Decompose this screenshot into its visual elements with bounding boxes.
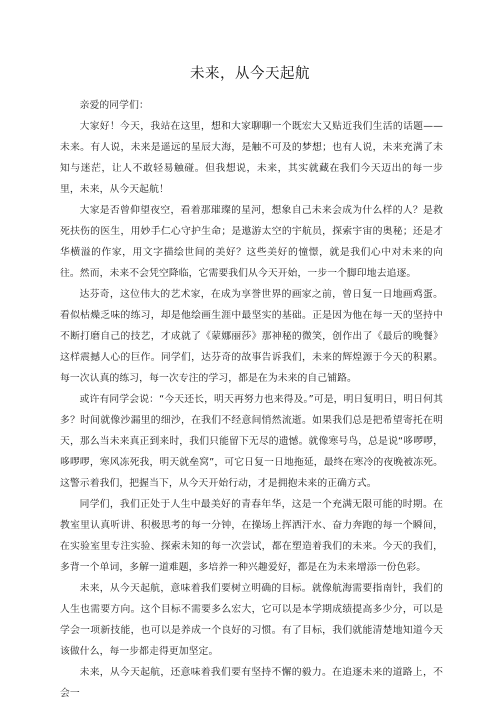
paragraph-2: 大家是否曾仰望夜空，看着那璀璨的星河，想象自己未来会成为什么样的人？是救死扶伤的医生，用妙手仁心守护生命；是遨游太空的宇航员，探索宇宙的奥秘；还是才华横溢的作家，用文字描绘世间的美好？这些美好的憧憬，就是我们心中对未来的向往。然而，未来不会凭空降临，它需要我们从今天开始，一步一个脚印地去追逐。 [60, 205, 443, 279]
paragraph-6: 未来，从今天起航，意味着我们要树立明确的目标。就像航海需要指南针，我们的人生也需要方向。这个目标不需要多么宏大，它可以是本学期成绩提高多少分，可以是学会一项新技能，也可以是养成一个良好的习惯。有了目标，我们就能清楚地知道今天该做什么，每一步都走得更加坚定。 [60, 583, 443, 657]
paragraph-7: 未来，从今天起航，还意味着我们要有坚持不懈的毅力。在追逐未来的道路上，不会一 [60, 667, 443, 699]
paragraph-3: 达芬奇，这位伟大的艺术家，在成为享誉世界的画家之前，曾日复一日地画鸡蛋。看似枯燥乏味的练习，却是他绘画生涯中最坚实的基础。正是因为他在每一天的坚持中不断打磨自己的技艺，才成就了《蒙娜丽莎》那神秘的微笑，创作出了《最后的晚餐》这样震撼人心的巨作。同学们，达芬奇的故事告诉我们，未来的辉煌源于今天的积累。每一次认真的练习，每一次专注的学习，都是在为未来的自己铺路。 [60, 289, 443, 384]
paragraph-5: 同学们，我们正处于人生中最美好的青春年华，这是一个充满无限可能的时期。在教室里认真听讲、积极思考的每一分钟，在操场上挥洒汗水、奋力奔跑的每一个瞬间，在实验室里专注实验、探索未知的每一次尝试，都在塑造着我们的未来。今天的我们，多背一个单词，多解一道难题，多培养一种兴趣爱好，都是在为未来增添一份色彩。 [60, 499, 443, 573]
document-title: 未来，从今天起航 [190, 66, 310, 82]
paragraph-4: 或许有同学会说：“今天还长，明天再努力也来得及。”可是，明日复明日，明日何其多？时间就像沙漏里的细沙，在我们不经意间悄然流逝。如果我们总是把希望寄托在明天，那么当未来真正到来时，我们只能留下无尽的遗憾。就像寒号鸟，总是说“哆啰啰，哆啰啰，寒风冻死我，明天就垒窝”，可它日复一日地拖延，最终在寒冷的夜晚被冻死。这警示着我们，把握当下，从今天开始行动，才是拥抱未来的正确方式。 [60, 394, 443, 489]
paragraph-1: 大家好！今天，我站在这里，想和大家聊聊一个既宏大又贴近我们生活的话题——未来。有人说，未来是遥远的星辰大海，是触不可及的梦想；也有人说，未来充满了未知与迷茫，让人不敢轻易触碰。但我想说，未来，其实就藏在我们今天迈出的每一步里，未来，从今天起航！ [60, 121, 443, 195]
document-body [60, 95, 443, 704]
salutation: 亲爱的同学们： [79, 100, 149, 111]
